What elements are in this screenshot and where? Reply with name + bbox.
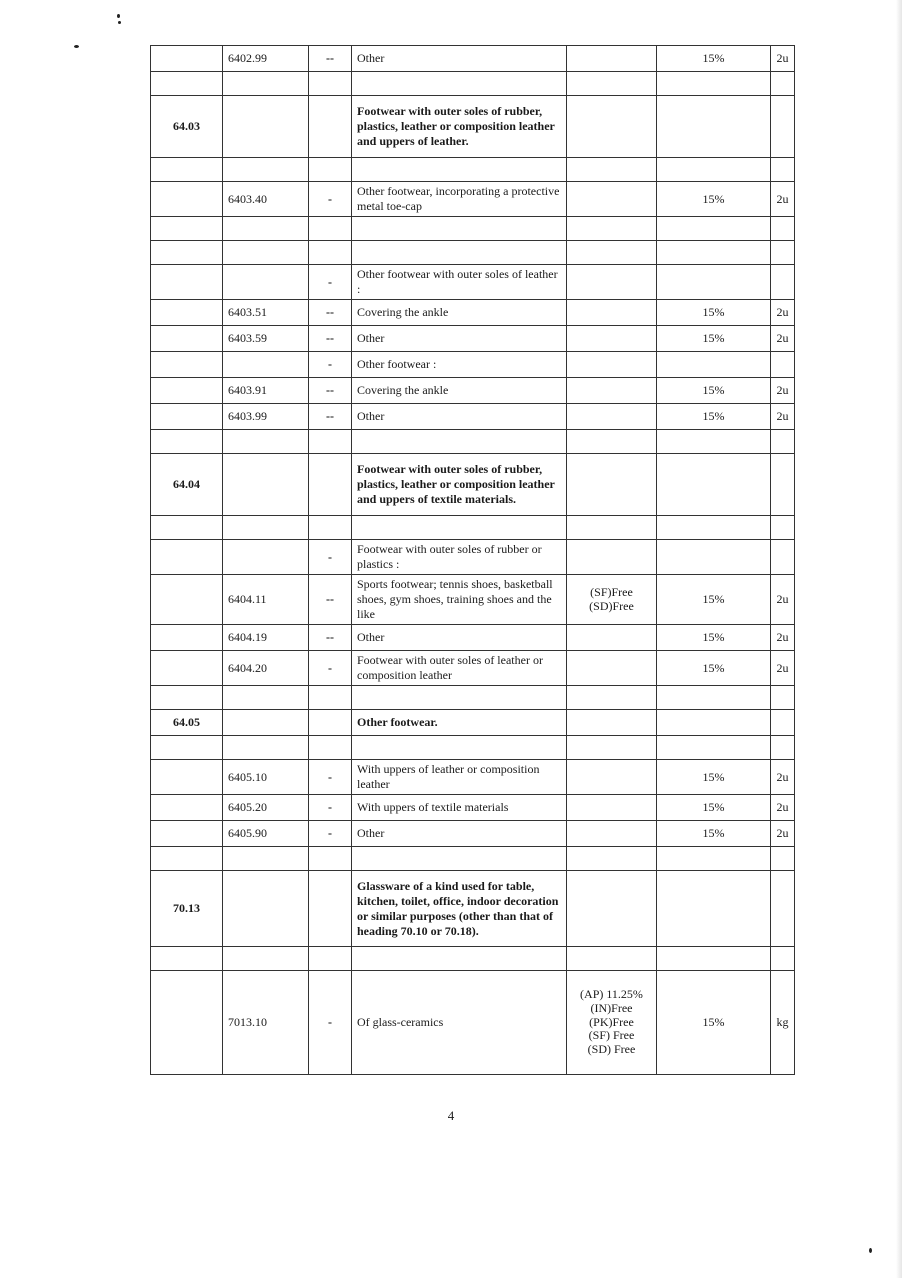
- description-cell: [352, 241, 567, 265]
- dash-cell: [309, 454, 352, 516]
- unit-cell: [771, 516, 795, 540]
- rate-cell: 15%: [657, 575, 771, 625]
- description-cell: [352, 736, 567, 760]
- description-cell: Other footwear.: [352, 710, 567, 736]
- rate-cell: 15%: [657, 795, 771, 821]
- rate-cell: [657, 847, 771, 871]
- description-cell: Other: [352, 821, 567, 847]
- unit-cell: [771, 158, 795, 182]
- unit-cell: [771, 241, 795, 265]
- description-cell: Footwear with outer soles of rubber, plastics, leather or composition leather and uppers of leather.: [352, 96, 567, 158]
- unit-cell: kg: [771, 971, 795, 1075]
- rate-cell: [657, 72, 771, 96]
- code-cell: 6403.51: [223, 300, 309, 326]
- unit-cell: 2u: [771, 378, 795, 404]
- rate-cell: [657, 241, 771, 265]
- description-cell: [352, 516, 567, 540]
- code-cell: [223, 96, 309, 158]
- table-row: [151, 265, 795, 300]
- rate-cell: [657, 736, 771, 760]
- dash-cell: -: [309, 182, 352, 217]
- description-cell: Other: [352, 625, 567, 651]
- rate-cell: 15%: [657, 378, 771, 404]
- code-cell: 6403.91: [223, 378, 309, 404]
- preferential-cell: [567, 625, 657, 651]
- rate-cell: [657, 871, 771, 947]
- dash-cell: [309, 736, 352, 760]
- rate-cell: [657, 947, 771, 971]
- code-cell: [223, 540, 309, 575]
- unit-cell: [771, 430, 795, 454]
- description-cell: Other footwear, incorporating a protective metal toe-cap: [352, 182, 567, 217]
- table-row: [151, 575, 795, 625]
- preferential-cell: [567, 651, 657, 686]
- code-cell: 6404.19: [223, 625, 309, 651]
- code-cell: [223, 736, 309, 760]
- unit-cell: 2u: [771, 404, 795, 430]
- unit-cell: 2u: [771, 326, 795, 352]
- unit-cell: 2u: [771, 760, 795, 795]
- rate-cell: [657, 686, 771, 710]
- preferential-cell: [567, 821, 657, 847]
- table-row: [151, 352, 795, 378]
- unit-cell: [771, 265, 795, 300]
- preferential-cell: [567, 540, 657, 575]
- code-cell: [223, 710, 309, 736]
- dash-cell: [309, 72, 352, 96]
- table-row: [151, 795, 795, 821]
- dash-cell: --: [309, 326, 352, 352]
- description-cell: [352, 686, 567, 710]
- unit-cell: 2u: [771, 575, 795, 625]
- preferential-cell: [567, 947, 657, 971]
- description-cell: [352, 158, 567, 182]
- description-cell: Other footwear :: [352, 352, 567, 378]
- unit-cell: [771, 686, 795, 710]
- dash-cell: -: [309, 265, 352, 300]
- code-cell: [223, 847, 309, 871]
- code-cell: [223, 947, 309, 971]
- rate-cell: [657, 158, 771, 182]
- code-cell: 6405.10: [223, 760, 309, 795]
- heading-cell: 64.05: [151, 710, 223, 736]
- unit-cell: [771, 96, 795, 158]
- description-cell: With uppers of leather or composition leather: [352, 760, 567, 795]
- rate-cell: 15%: [657, 821, 771, 847]
- preferential-cell: [567, 378, 657, 404]
- preferential-cell: [567, 72, 657, 96]
- unit-cell: [771, 947, 795, 971]
- preferential-cell: [567, 871, 657, 947]
- dash-cell: [309, 217, 352, 241]
- code-cell: [223, 265, 309, 300]
- preferential-cell: [567, 404, 657, 430]
- unit-cell: 2u: [771, 300, 795, 326]
- preferential-cell: [567, 46, 657, 72]
- description-cell: [352, 847, 567, 871]
- description-cell: Other: [352, 46, 567, 72]
- preferential-cell: [567, 158, 657, 182]
- description-cell: Glassware of a kind used for table, kitchen, toilet, office, indoor decoration or similar purposes (other than that of heading 70.10 or 70.18).: [352, 871, 567, 947]
- heading-cell: [151, 300, 223, 326]
- tariff-table-body: [151, 46, 795, 1075]
- preferential-cell: [567, 430, 657, 454]
- table-row: [151, 516, 795, 540]
- preferential-cell: [567, 760, 657, 795]
- dash-cell: -: [309, 540, 352, 575]
- description-cell: Of glass-ceramics: [352, 971, 567, 1075]
- heading-cell: [151, 404, 223, 430]
- description-cell: Footwear with outer soles of rubber or plastics :: [352, 540, 567, 575]
- preferential-cell: [567, 326, 657, 352]
- preferential-cell: [567, 736, 657, 760]
- dash-cell: [309, 158, 352, 182]
- table-row: [151, 378, 795, 404]
- rate-cell: 15%: [657, 182, 771, 217]
- description-cell: Other footwear with outer soles of leather :: [352, 265, 567, 300]
- dash-cell: -: [309, 971, 352, 1075]
- table-row: [151, 300, 795, 326]
- preferential-cell: [567, 686, 657, 710]
- dash-cell: [309, 241, 352, 265]
- unit-cell: [771, 217, 795, 241]
- code-cell: [223, 430, 309, 454]
- rate-cell: 15%: [657, 625, 771, 651]
- unit-cell: [771, 710, 795, 736]
- rate-cell: [657, 430, 771, 454]
- table-row: [151, 404, 795, 430]
- heading-cell: [151, 847, 223, 871]
- rate-cell: [657, 265, 771, 300]
- description-cell: Footwear with outer soles of rubber, plastics, leather or composition leather and uppers of textile materials.: [352, 454, 567, 516]
- description-cell: [352, 217, 567, 241]
- heading-cell: [151, 46, 223, 72]
- rate-cell: [657, 540, 771, 575]
- unit-cell: [771, 540, 795, 575]
- code-cell: [223, 686, 309, 710]
- unit-cell: 2u: [771, 182, 795, 217]
- heading-cell: 64.04: [151, 454, 223, 516]
- code-cell: 6404.11: [223, 575, 309, 625]
- page-edge-shadow: [896, 0, 902, 1278]
- heading-cell: [151, 971, 223, 1075]
- code-cell: 7013.10: [223, 971, 309, 1075]
- unit-cell: 2u: [771, 651, 795, 686]
- dash-cell: --: [309, 404, 352, 430]
- rate-cell: 15%: [657, 760, 771, 795]
- table-row: [151, 96, 795, 158]
- scan-speck: [74, 45, 79, 48]
- dash-cell: [309, 686, 352, 710]
- dash-cell: [309, 710, 352, 736]
- description-cell: Other: [352, 326, 567, 352]
- rate-cell: 15%: [657, 971, 771, 1075]
- dash-cell: --: [309, 625, 352, 651]
- table-row: [151, 710, 795, 736]
- table-row: [151, 871, 795, 947]
- table-row: [151, 540, 795, 575]
- table-row: [151, 217, 795, 241]
- dash-cell: [309, 96, 352, 158]
- preferential-cell: [567, 454, 657, 516]
- heading-cell: [151, 217, 223, 241]
- scan-speck: [118, 21, 121, 24]
- preferential-cell: [567, 352, 657, 378]
- heading-cell: [151, 736, 223, 760]
- preferential-cell: [567, 710, 657, 736]
- dash-cell: --: [309, 300, 352, 326]
- heading-cell: [151, 430, 223, 454]
- description-cell: [352, 430, 567, 454]
- code-cell: 6404.20: [223, 651, 309, 686]
- unit-cell: 2u: [771, 625, 795, 651]
- rate-cell: 15%: [657, 46, 771, 72]
- scan-speck: [117, 14, 120, 18]
- unit-cell: 2u: [771, 795, 795, 821]
- table-row: [151, 46, 795, 72]
- heading-cell: [151, 265, 223, 300]
- description-cell: [352, 72, 567, 96]
- table-row: [151, 686, 795, 710]
- dash-cell: --: [309, 46, 352, 72]
- rate-cell: [657, 454, 771, 516]
- rate-cell: 15%: [657, 326, 771, 352]
- heading-cell: [151, 575, 223, 625]
- heading-cell: [151, 352, 223, 378]
- rate-cell: [657, 96, 771, 158]
- table-row: [151, 821, 795, 847]
- heading-cell: 70.13: [151, 871, 223, 947]
- heading-cell: [151, 625, 223, 651]
- description-cell: Sports footwear; tennis shoes, basketball shoes, gym shoes, training shoes and the like: [352, 575, 567, 625]
- preferential-cell: [567, 241, 657, 265]
- code-cell: [223, 516, 309, 540]
- heading-cell: [151, 686, 223, 710]
- dash-cell: [309, 947, 352, 971]
- code-cell: [223, 217, 309, 241]
- unit-cell: [771, 847, 795, 871]
- table-row: [151, 760, 795, 795]
- heading-cell: [151, 182, 223, 217]
- code-cell: 6402.99: [223, 46, 309, 72]
- table-row: [151, 847, 795, 871]
- unit-cell: 2u: [771, 821, 795, 847]
- table-row: [151, 454, 795, 516]
- preferential-cell: [567, 265, 657, 300]
- rate-cell: 15%: [657, 651, 771, 686]
- heading-cell: 64.03: [151, 96, 223, 158]
- heading-cell: [151, 326, 223, 352]
- preferential-cell: [567, 847, 657, 871]
- description-cell: With uppers of textile materials: [352, 795, 567, 821]
- code-cell: [223, 72, 309, 96]
- code-cell: [223, 454, 309, 516]
- description-cell: Footwear with outer soles of leather or composition leather: [352, 651, 567, 686]
- description-cell: Covering the ankle: [352, 300, 567, 326]
- rate-cell: [657, 710, 771, 736]
- heading-cell: [151, 158, 223, 182]
- heading-cell: [151, 795, 223, 821]
- preferential-cell: (SF)Free (SD)Free: [567, 575, 657, 625]
- heading-cell: [151, 760, 223, 795]
- preferential-cell: [567, 182, 657, 217]
- rate-cell: [657, 217, 771, 241]
- preferential-cell: [567, 516, 657, 540]
- tariff-table: [150, 45, 795, 1075]
- heading-cell: [151, 651, 223, 686]
- dash-cell: --: [309, 378, 352, 404]
- table-row: [151, 971, 795, 1075]
- dash-cell: -: [309, 821, 352, 847]
- code-cell: 6405.90: [223, 821, 309, 847]
- dash-cell: --: [309, 575, 352, 625]
- code-cell: 6403.40: [223, 182, 309, 217]
- heading-cell: [151, 821, 223, 847]
- code-cell: [223, 241, 309, 265]
- dash-cell: [309, 871, 352, 947]
- page-number: 4: [447, 1108, 455, 1123]
- unit-cell: [771, 72, 795, 96]
- dash-cell: -: [309, 352, 352, 378]
- dash-cell: [309, 430, 352, 454]
- dash-cell: [309, 847, 352, 871]
- dash-cell: -: [309, 651, 352, 686]
- unit-cell: [771, 871, 795, 947]
- preferential-cell: [567, 300, 657, 326]
- preferential-cell: (AP) 11.25% (IN)Free (PK)Free (SF) Free (SD) Free: [567, 971, 657, 1075]
- heading-cell: [151, 378, 223, 404]
- scan-speck: [869, 1248, 872, 1253]
- dash-cell: -: [309, 795, 352, 821]
- heading-cell: [151, 947, 223, 971]
- unit-cell: [771, 454, 795, 516]
- description-cell: Covering the ankle: [352, 378, 567, 404]
- unit-cell: 2u: [771, 46, 795, 72]
- table-row: [151, 182, 795, 217]
- code-cell: 6405.20: [223, 795, 309, 821]
- rate-cell: 15%: [657, 404, 771, 430]
- description-cell: [352, 947, 567, 971]
- preferential-cell: [567, 795, 657, 821]
- table-row: [151, 72, 795, 96]
- rate-cell: 15%: [657, 300, 771, 326]
- rate-cell: [657, 516, 771, 540]
- code-cell: [223, 352, 309, 378]
- table-row: [151, 241, 795, 265]
- heading-cell: [151, 540, 223, 575]
- rate-cell: [657, 352, 771, 378]
- code-cell: 6403.59: [223, 326, 309, 352]
- preferential-cell: [567, 217, 657, 241]
- unit-cell: [771, 736, 795, 760]
- table-row: [151, 326, 795, 352]
- table-row: [151, 625, 795, 651]
- table-row: [151, 430, 795, 454]
- table-row: [151, 736, 795, 760]
- heading-cell: [151, 241, 223, 265]
- code-cell: 6403.99: [223, 404, 309, 430]
- dash-cell: [309, 516, 352, 540]
- preferential-cell: [567, 96, 657, 158]
- description-cell: Other: [352, 404, 567, 430]
- table-row: [151, 947, 795, 971]
- heading-cell: [151, 72, 223, 96]
- code-cell: [223, 871, 309, 947]
- code-cell: [223, 158, 309, 182]
- dash-cell: -: [309, 760, 352, 795]
- table-row: [151, 651, 795, 686]
- heading-cell: [151, 516, 223, 540]
- unit-cell: [771, 352, 795, 378]
- table-row: [151, 158, 795, 182]
